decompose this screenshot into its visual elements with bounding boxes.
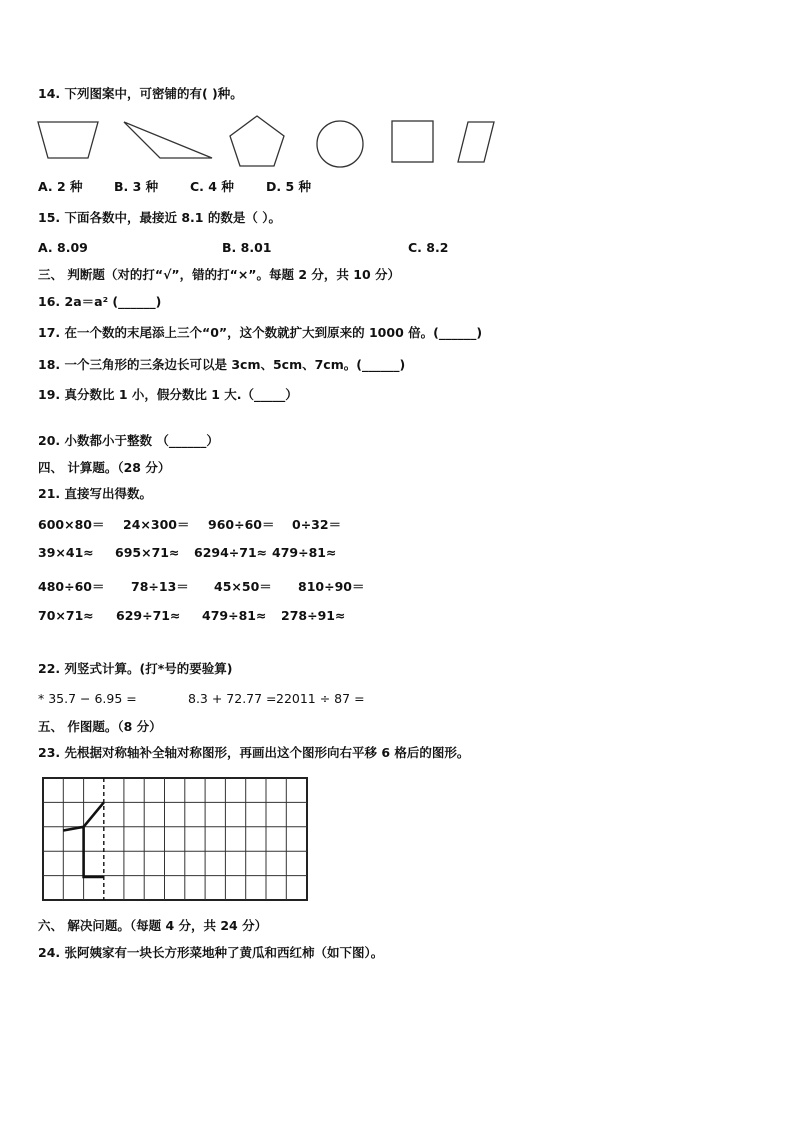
q15-option-c: C. 8.2 [408, 240, 449, 255]
calc-cell: 600×80＝ [38, 517, 105, 532]
calc-cell: 70×71≈ [38, 608, 94, 623]
circle-shape [317, 121, 363, 167]
q19: 19. 真分数比 1 小，假分数比 1 大.（_____） [38, 387, 298, 402]
q21-stem: 21. 直接写出得数。 [38, 486, 152, 501]
calc-cell: 479÷81≈ [202, 608, 267, 623]
calc-cell: 45×50＝ [214, 579, 272, 594]
section6-title: 六、 解决问题。（每题 4 分，共 24 分） [38, 918, 268, 933]
calc-cell: 39×41≈ [38, 545, 94, 560]
parallelogram-shape [458, 122, 494, 162]
section4-title: 四、 计算题。（28 分） [38, 460, 171, 475]
q15-option-a: A. 8.09 [38, 240, 88, 255]
drawing-grid [42, 777, 308, 901]
q23-stem: 23. 先根据对称轴补全轴对称图形，再画出这个图形向右平移 6 格后的图形。 [38, 745, 470, 760]
q16: 16. 2a＝a² (______) [38, 294, 162, 309]
q14-option-a: A. 2 种 [38, 179, 83, 194]
q14-option-d: D. 5 种 [266, 179, 312, 194]
calc-cell: 695×71≈ [115, 545, 180, 560]
q22-item: 22011 ÷ 87 = [276, 691, 365, 706]
square-shape [392, 121, 433, 162]
q14-shapes [32, 114, 502, 172]
section5-title: 五、 作图题。（8 分） [38, 719, 162, 734]
q15-option-b: B. 8.01 [222, 240, 272, 255]
q22-stem: 22. 列竖式计算。(打*号的要验算) [38, 661, 233, 676]
pentagon-shape [230, 116, 284, 166]
calc-cell: 6294÷71≈ [194, 545, 268, 560]
calc-cell: 78÷13＝ [131, 579, 189, 594]
calc-cell: 24×300＝ [123, 517, 190, 532]
section3-title: 三、 判断题（对的打“√”，错的打“×”。每题 2 分，共 10 分） [38, 267, 401, 282]
q17: 17. 在一个数的末尾添上三个“0”，这个数就扩大到原来的 1000 倍。(______) [38, 325, 483, 340]
q14-stem: 14. 下列图案中，可密铺的有( )种。 [38, 86, 243, 101]
q20: 20. 小数都小于整数 （______） [38, 433, 219, 448]
q24-stem: 24. 张阿姨家有一块长方形菜地种了黄瓜和西红柿（如下图）。 [38, 945, 384, 960]
q22-item: 8.3 + 72.77 = [188, 691, 277, 706]
q22-item: * 35.7 − 6.95 = [38, 691, 137, 706]
q15-stem: 15. 下面各数中，最接近 8.1 的数是（ ）。 [38, 210, 281, 225]
q18: 18. 一个三角形的三条边长可以是 3cm、5cm、7cm。(______) [38, 357, 406, 372]
triangle-shape [124, 122, 212, 158]
trapezoid-shape [38, 122, 98, 158]
q14-option-c: C. 4 种 [190, 179, 234, 194]
calc-cell: 960÷60＝ [208, 517, 275, 532]
calc-cell: 278÷91≈ [281, 608, 346, 623]
calc-cell: 629÷71≈ [116, 608, 181, 623]
q14-option-b: B. 3 种 [114, 179, 159, 194]
calc-cell: 480÷60＝ [38, 579, 105, 594]
calc-cell: 0÷32＝ [292, 517, 342, 532]
calc-cell: 479÷81≈ [272, 545, 337, 560]
calc-cell: 810÷90＝ [298, 579, 365, 594]
